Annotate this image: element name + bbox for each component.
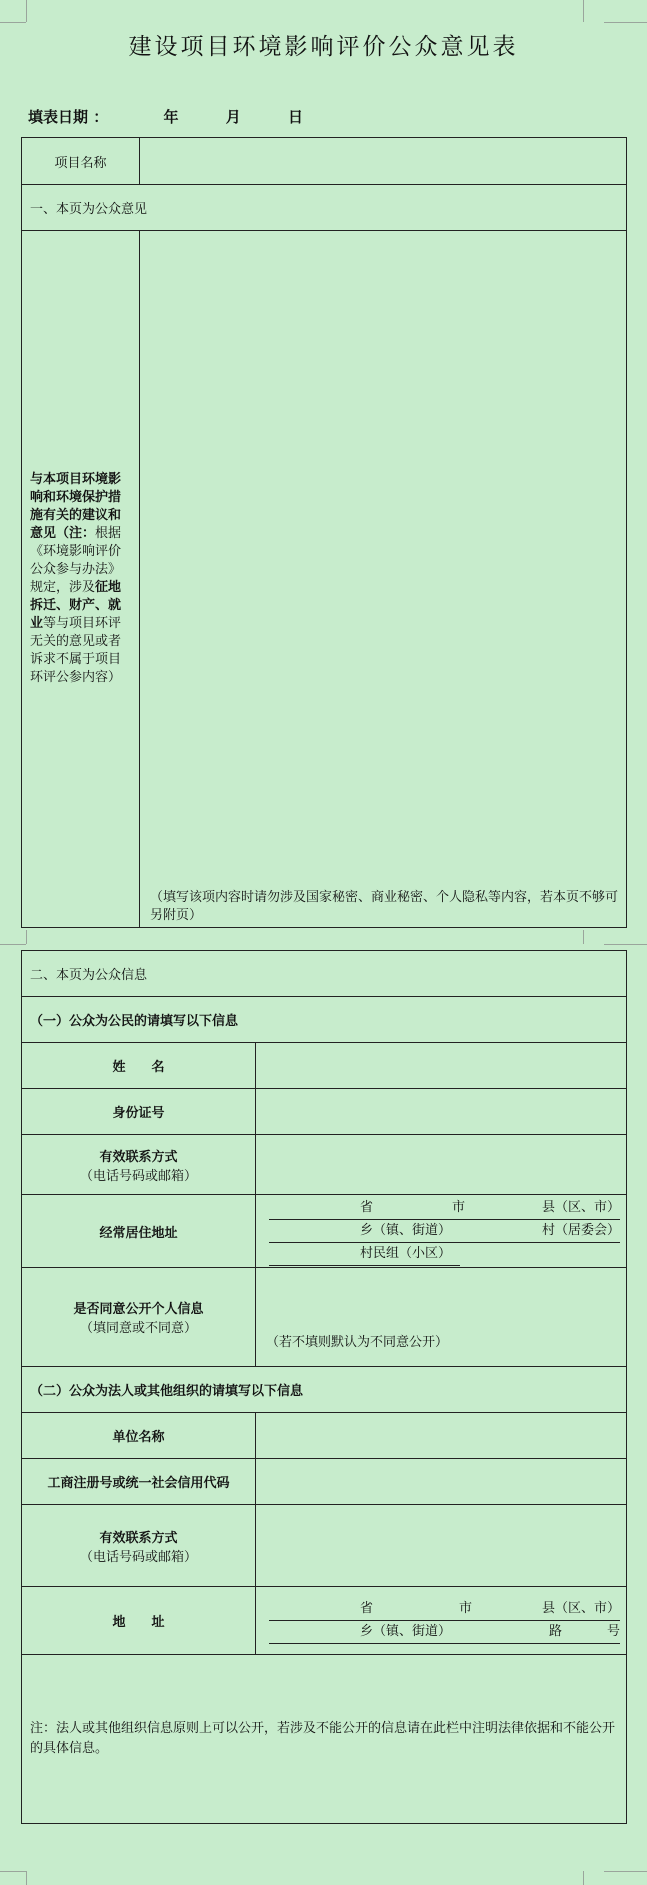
opinion-label-rest: 根据《环境影响评价公众参与办法》规定，涉及 [30,526,122,595]
org-address-line1 [269,1598,620,1621]
org-reg-field[interactable] [256,1459,627,1505]
opinion-hint: （填写该项内容时请勿涉及国家秘密、商业秘密、个人隐私等内容，若本页不够可另附页） [150,890,619,923]
opinion-field[interactable] [140,231,627,928]
crop-mark [0,944,26,945]
residence-town: 乡（镇、街道） [360,1222,452,1238]
org-contact-label-text: 有效联系方式 [99,1530,178,1546]
id-number-field[interactable] [256,1089,627,1135]
name-label: 姓 名 [22,1043,256,1089]
residence-line3 [269,1243,460,1266]
crop-mark [604,1871,647,1872]
date-year: 年 [163,108,179,126]
org-address-label: 地 址 [22,1587,256,1655]
disclose-hint: （若不填则默认为不同意公开） [266,1335,449,1350]
contact-sub: （电话号码或邮箱） [79,1168,197,1184]
residence-city: 市 [452,1199,466,1215]
org-contact-field[interactable] [256,1505,627,1587]
project-name-label: 项目名称 [22,138,140,185]
org-province: 省 [360,1600,374,1616]
org-reg-label: 工商注册号或统一社会信用代码 [22,1459,256,1505]
public-info-table [21,950,627,1824]
org-contact-label [22,1505,256,1587]
residence-group: 村民组（小区） [360,1245,452,1261]
date-label: 填表日期 ： [28,108,109,126]
contact-label [22,1135,256,1195]
crop-mark [583,1871,584,1885]
residence-province: 省 [360,1199,374,1215]
org-address-field[interactable] [256,1587,627,1655]
org-note-field[interactable] [22,1655,627,1824]
opinion-label [22,231,140,928]
crop-mark [0,22,26,23]
residence-county: 县（区、市） [542,1199,621,1215]
residence-village: 村（居委会） [542,1222,621,1238]
opinion-label-tail: 等与项目环评无关的意见或者诉求不属于项目环评公参内容） [30,616,122,685]
disclose-label [22,1268,256,1367]
residence-field[interactable] [256,1195,627,1268]
org-name-field[interactable] [256,1413,627,1459]
crop-mark [26,0,27,22]
org-name-label: 单位名称 [22,1413,256,1459]
opinion-table [21,137,627,928]
crop-mark [0,1871,26,1872]
opinion-label-bold2: 征地拆迁、财产、就业 [30,580,122,631]
fill-date [28,106,303,127]
crop-mark [26,1871,27,1885]
disclose-field[interactable] [256,1268,627,1367]
org-note: 注：法人或其他组织信息原则上可以公开，若涉及不能公开的信息请在此栏中注明法律依据和不能公开的具体信息。 [30,1721,616,1756]
crop-mark [583,930,584,944]
crop-mark [26,930,27,944]
org-city: 市 [459,1600,473,1616]
project-name-field[interactable] [140,138,627,185]
residence-line2 [269,1220,620,1243]
org-number: 号 [607,1623,621,1639]
crop-mark [583,0,584,22]
org-section-title: （二）公众为法人或其他组织的请填写以下信息 [22,1367,627,1413]
id-number-label: 身份证号 [22,1089,256,1135]
org-county: 县（区、市） [542,1600,621,1616]
crop-mark [604,944,647,945]
section2-title: 二、本页为公众信息 [22,951,627,997]
name-field[interactable] [256,1043,627,1089]
org-road: 路 [549,1623,563,1639]
org-address-line2 [269,1621,620,1644]
section1-title: 一、本页为公众意见 [22,185,627,231]
date-month: 月 [225,108,241,126]
org-town: 乡（镇、街道） [360,1623,452,1639]
disclose-label-text: 是否同意公开个人信息 [73,1302,204,1317]
opinion-label-bold: 与本项目环境影响和环境保护措施有关的建议和意见（注： [30,472,122,541]
date-day: 日 [287,108,303,126]
residence-label: 经常居住地址 [22,1195,256,1268]
crop-mark [604,22,647,23]
contact-label-text: 有效联系方式 [99,1149,178,1165]
contact-field[interactable] [256,1135,627,1195]
citizen-section-title: （一）公众为公民的请填写以下信息 [22,997,627,1043]
disclose-sub: （填同意或不同意） [79,1321,197,1336]
residence-line1 [269,1197,620,1220]
page-title: 建设项目环境影响评价公众意见表 [128,34,519,60]
org-contact-sub: （电话号码或邮箱） [79,1549,197,1565]
